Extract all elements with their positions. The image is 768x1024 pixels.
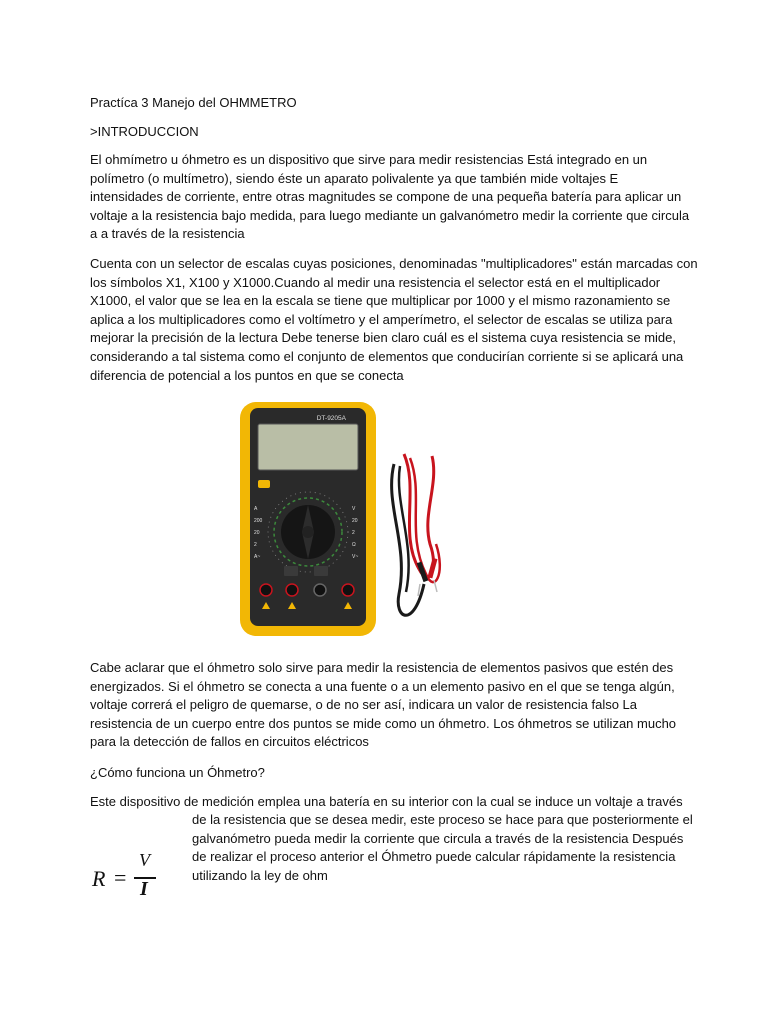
paragraph-multipliers: [90, 255, 698, 385]
paragraph-line: X1000, el valor que se lea en la escala se tiene que multiplicar por 1000 y el mismo razonamiento se: [90, 293, 671, 309]
paragraph-passive-elements: [90, 659, 686, 752]
paragraph-line: diferencia de potencial a los puntos en que se conecta: [90, 367, 404, 383]
svg-text:A~: A~: [254, 554, 261, 560]
paragraph-line: de realizar el proceso anterior el Óhmetro puede calcular rápidamente la resistencia: [192, 849, 676, 865]
formula-lhs: R: [92, 866, 106, 891]
document-title: Practíca 3 Manejo del OHMMETRO: [90, 95, 297, 110]
paragraph-line: resistencia de un cuerpo entre dos puntos se mide como un óhmetro. Los óhmetros se utilizan mucho: [90, 715, 677, 731]
question-heading: ¿Cómo funciona un Óhmetro?: [90, 765, 265, 780]
svg-text:Ω: Ω: [352, 542, 356, 548]
paragraph-how-it-works-first-line: Este dispositivo de medición emplea una batería en su interior con la cual se induce un voltaje a través: [90, 794, 683, 809]
formula-equals: =: [114, 865, 127, 890]
svg-text:V: V: [352, 506, 356, 512]
svg-text:A: A: [254, 506, 258, 512]
digital-multimeter-icon: [234, 394, 468, 642]
paragraph-line: Cabe aclarar que el óhmetro solo sirve para medir la resistencia de elementos pasivos que estén des: [90, 660, 674, 675]
ohms-law-formula: [90, 848, 160, 904]
formula-numerator: V: [139, 850, 150, 870]
svg-text:V~: V~: [352, 554, 359, 560]
svg-text:2: 2: [254, 542, 257, 548]
lcd-display: [258, 424, 358, 470]
paragraph-line: El ohmímetro u óhmetro es un dispositivo que sirve para medir resistencias Está integrado en un: [90, 152, 648, 167]
paragraph-line: polímetro (o multímetro), siendo éste un aparato polivalente ya que también mide voltajes E: [90, 170, 619, 186]
paragraph-line: para la detección de fallos en circuitos eléctricos: [90, 734, 369, 750]
paragraph-line: de la resistencia que se desea medir, este proceso se hace para que posteriormente el: [192, 812, 693, 827]
paragraph-line: energizados. Si el óhmetro se conecta a una fuente o a un elemento pasivo en el que se tenga algún,: [90, 678, 675, 694]
paragraph-line: los símbolos X1, X100 y X1000.Cuando al medir una resistencia el selector está en el multiplicador: [90, 274, 661, 290]
multimeter-image: [234, 394, 468, 642]
formula-denominator: I: [140, 878, 148, 900]
paragraph-how-it-works: [192, 811, 692, 885]
svg-text:20: 20: [254, 530, 260, 536]
paragraph-line: galvanómetro pueda medir la corriente que circula a través de la resistencia Después: [192, 830, 684, 846]
test-leads: [392, 454, 440, 615]
section-heading: >INTRODUCCION: [90, 124, 199, 139]
paragraph-line: a a través de la resistencia: [90, 226, 245, 242]
paragraph-line: Cuenta con un selector de escalas cuyas posiciones, denominadas "multiplicadores" están marcadas con: [90, 256, 698, 271]
paragraph-introduction: [90, 151, 690, 244]
paragraph-line: utilizando la ley de ohm: [192, 867, 328, 883]
paragraph-line: mejorar la precisión de la lectura Debe tenerse bien claro cuál es el sistema cuya resistencia se mide,: [90, 330, 677, 346]
paragraph-line: intensidades de corriente, entre otras magnitudes se compone de una pequeña batería para aplicar un: [90, 189, 682, 205]
power-button: [258, 480, 270, 488]
paragraph-line: voltaje a la resistencia bajo medida, para luego mediante un galvanómetro medir la corriente que circula: [90, 207, 690, 223]
model-label: DT-9205A: [316, 415, 346, 422]
svg-text:20: 20: [352, 518, 358, 524]
paragraph-line: voltaje correrá el peligro de quemarse, o de no ser así, indicara un valor de resistencia falso La: [90, 697, 638, 713]
paragraph-line: considerando a tal sistema como el conjunto de elementos que conducirían corriente si se aplicará una: [90, 348, 684, 364]
svg-text:200: 200: [254, 518, 263, 524]
svg-text:2: 2: [352, 530, 355, 536]
paragraph-line: aplica a los multiplicadores como el voltímetro y el amperímetro, el selector de escalas se utiliza para: [90, 311, 673, 327]
